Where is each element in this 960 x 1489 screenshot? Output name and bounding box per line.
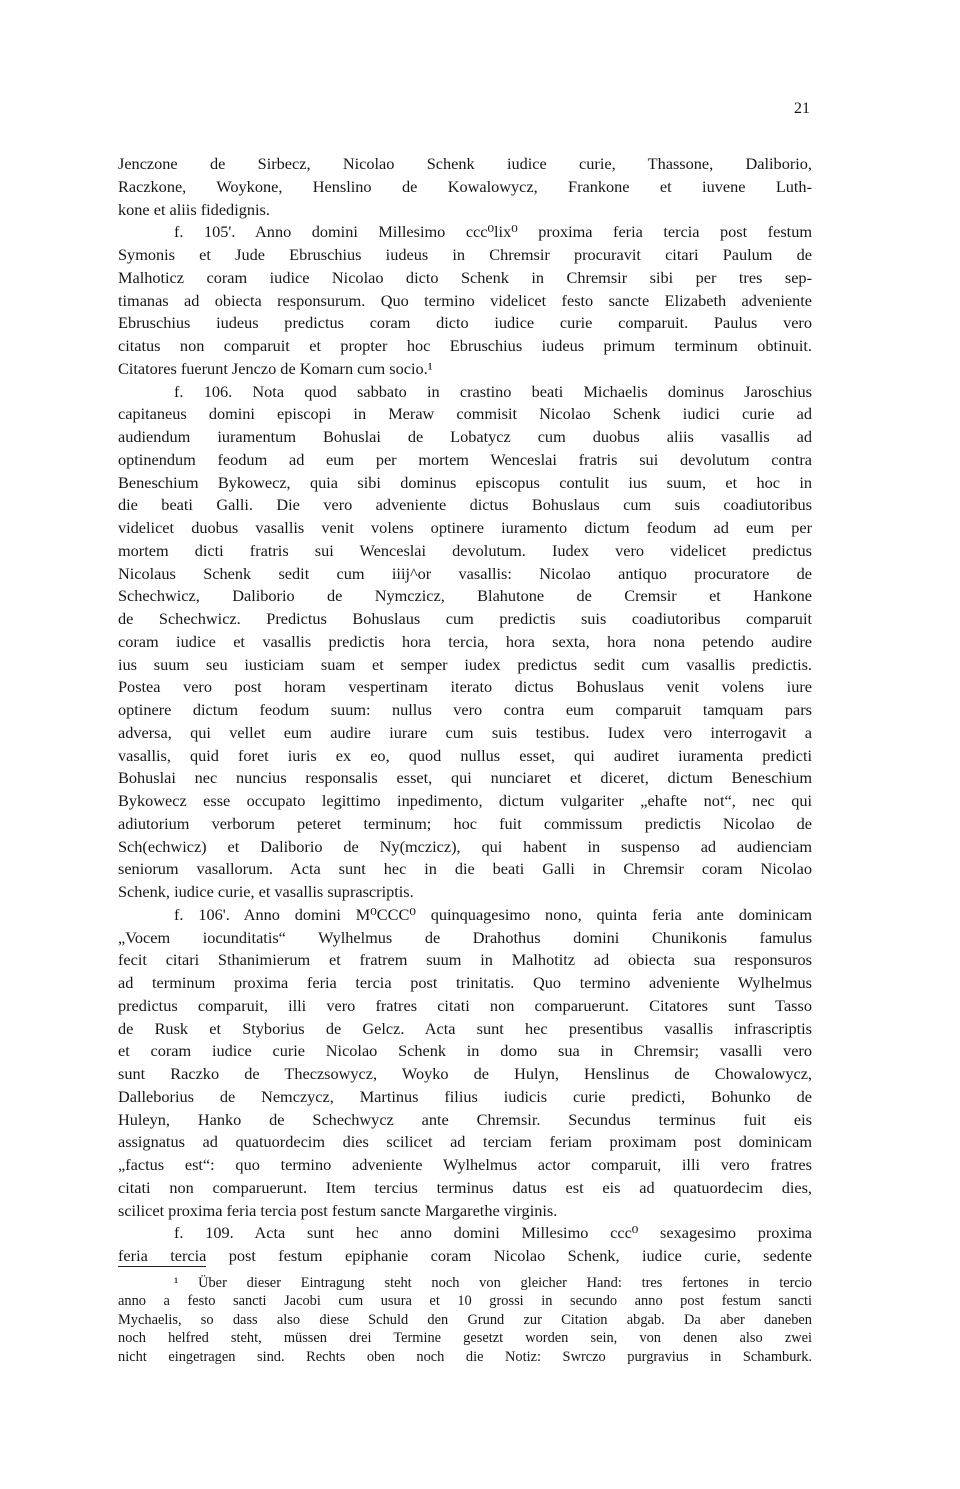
text-line: Bykowecz esse occupato legittimo inpedimento, dictum vulgariter „ehafte not“, nec qui [118,791,812,810]
text-line: mortem dicti fratris sui Wenceslai devolutum. Iudex vero videlicet predictus [118,540,812,560]
text-line: capitaneus domini episcopi in Meraw commisit Nicolao Schenk iudici curie ad [118,404,812,424]
text-line: coram iudice et vasallis predictis hora tercia, hora sexta, hora nona petendo audire [118,631,812,651]
text-line: fecit citari Sthanimierum et fratrem suum in Malhotitz ad obiecta sua responsuros [118,950,812,970]
page-number: 21 [794,100,810,117]
text-line: Ebruschius iudeus predictus coram dicto iudice curie comparuit. Paulus vero [118,313,812,333]
text-line: citati non comparuerunt. Item tercius terminus datus est eis ad quatuordecim dies, [118,1177,812,1197]
text-line: f. 106. Nota quod sabbato in crastino beati Michaelis dominus Jaroschius [174,381,812,401]
text-line: f. 105'. Anno domini Millesimo ccc⁰lix⁰ proxima feria tercia post festum [174,222,812,242]
footnote-line: ¹ Über dieser Eintragung steht noch von gleicher Hand: tres fertones in tercio [174,1275,812,1291]
text-line: predictus comparuit, illi vero fratres citati non comparuerunt. Citatores sunt Tasso [118,995,812,1015]
text-line: Beneschium Bykowecz, quia sibi dominus episcopus contulit ius suum, et hoc in [118,472,812,492]
text-line: kone et aliis fidedignis. [118,199,270,219]
text-line: videlicet duobus vasallis venit volens optinere iuramento dictum feodum ad eum per [118,518,812,537]
text-line: adversa, qui vellet eum audire iurare cum suis testibus. Iudex vero interrogavit a [118,722,812,742]
text-line: optinere dictum feodum suum: nullus vero contra eum comparuit tamquam pars [118,700,812,719]
text-line: timanas ad obiecta responsurum. Quo termino videlicet festo sancte Elizabeth adveniente [118,290,812,310]
text-line: Bohuslai nec nuncius responsalis esset, qui nunciaret et diceret, dictum Beneschium [118,768,812,788]
text-line: seniorum vasallorum. Acta sunt hec in die beati Galli in Chremsir coram Nicolao [118,859,812,879]
text-line: Schenk, iudice curie, et vasallis suprascriptis. [118,882,414,901]
text-line: feria tercia post festum epiphanie coram Nicolao Schenk, iudice curie, sedente [118,1246,812,1265]
text-line: Jenczone de Sirbecz, Nicolao Schenk iudice curie, Thassone, Daliborio, [118,154,812,173]
footnote-line: Mychaelis, so dass also diese Schuld den Grund zur Citation abgab. Da aber daneben [118,1311,812,1328]
text-line: Nicolaus Schenk sedit cum iiij^or vasallis: Nicolao antiquo procuratore de [118,563,812,583]
text-line: scilicet proxima feria tercia post festum sancte Margarethe virginis. [118,1200,558,1220]
text-line: Raczkone, Woykone, Henslino de Kowalowycz, Frankone et iuvene Luth- [118,176,812,196]
text-line: die beati Galli. Die vero adveniente dictus Bohuslaus cum suis coadiutoribus [118,495,812,515]
text-line: adiutorium verborum peteret terminum; hoc fuit commissum predictis Nicolao de [118,813,812,833]
text-line: vasallis, quid foret iuris ex eo, quod nullus esset, qui audiret iuramenta predicti [118,745,812,765]
footnote-line: noch helfred steht, müssen drei Termine gesetzt worden sein, von denen also zwei [118,1330,812,1347]
text-line: Sch(echwicz) et Daliborio de Ny(mczicz), qui habent in suspenso ad audienciam [118,836,812,856]
text-line: de Rusk et Styborius de Gelcz. Acta sunt hec presentibus vasallis infrascriptis [118,1018,812,1038]
text-line: f. 106'. Anno domini M⁰CCC⁰ quinquagesimo nono, quinta feria ante dominicam [174,904,812,924]
text-line: optinendum feodum ad eum per mortem Wenceslai fratris sui devolutum contra [118,449,812,469]
text-line: sunt Raczko de Theczsowycz, Woyko de Hulyn, Henslinus de Chowalowycz, [118,1064,812,1083]
text-line: audiendum iuramentum Bohuslai de Lobatycz cum duobus aliis vasallis ad [118,427,812,446]
text-line: Malhoticz coram iudice Nicolao dicto Schenk in Chremsir sibi per tres sep- [118,267,812,287]
main-text [118,153,812,1268]
text-line: de Schechwicz. Predictus Bohuslaus cum predictis suis coadiutoribus comparuit [118,609,812,628]
text-line: Citatores fuerunt Jenczo de Komarn cum socio.¹ [118,358,433,378]
text-line: ius suum seu iusticiam suam et semper iudex predictus sedit cum vasallis predictis. [118,654,812,674]
text-line: Symonis et Jude Ebruschius iudeus in Chremsir procuravit citari Paulum de [118,245,812,264]
footnote-line: nicht eingetragen sind. Rechts oben noch die Notiz: Swrczo purgravius in Schamburk. [118,1348,812,1365]
text-line: et coram iudice curie Nicolao Schenk in domo sua in Chremsir; vasalli vero [118,1041,812,1061]
text-line: Dalleborius de Nemczycz, Martinus filius iudicis curie predicti, Bohunko de [118,1086,812,1106]
footnotes [118,1274,812,1366]
text-line: f. 109. Acta sunt hec anno domini Millesimo ccc⁰ sexagesimo proxima [174,1223,812,1243]
text-line: „Vocem iocunditatis“ Wylhelmus de Drahothus domini Chunikonis famulus [118,927,812,947]
text-line: Postea vero post horam vespertinam iterato dictus Bohuslaus venit volens iure [118,677,812,697]
text-line: ad terminum proxima feria tercia post trinitatis. Quo termino adveniente Wylhelmus [118,973,812,992]
footnote-divider [118,1266,206,1267]
text-line: assignatus ad quatuordecim dies scilicet ad terciam feriam proximam post dominicam [118,1132,812,1152]
footnote-line: anno a festo sancti Jacobi cum usura et 10 grossi in secundo anno post festum sancti [118,1293,812,1310]
text-line: citatus non comparuit et propter hoc Ebruschius iudeus primum terminum obtinuit. [118,336,812,355]
text-line: Huleyn, Hanko de Schechwycz ante Chremsir. Secundus terminus fuit eis [118,1109,812,1129]
text-line: „factus est“: quo termino adveniente Wylhelmus actor comparuit, illi vero fratres [118,1155,812,1174]
text-line: Schechwicz, Daliborio de Nymczicz, Blahutone de Cremsir et Hankone [118,586,812,606]
